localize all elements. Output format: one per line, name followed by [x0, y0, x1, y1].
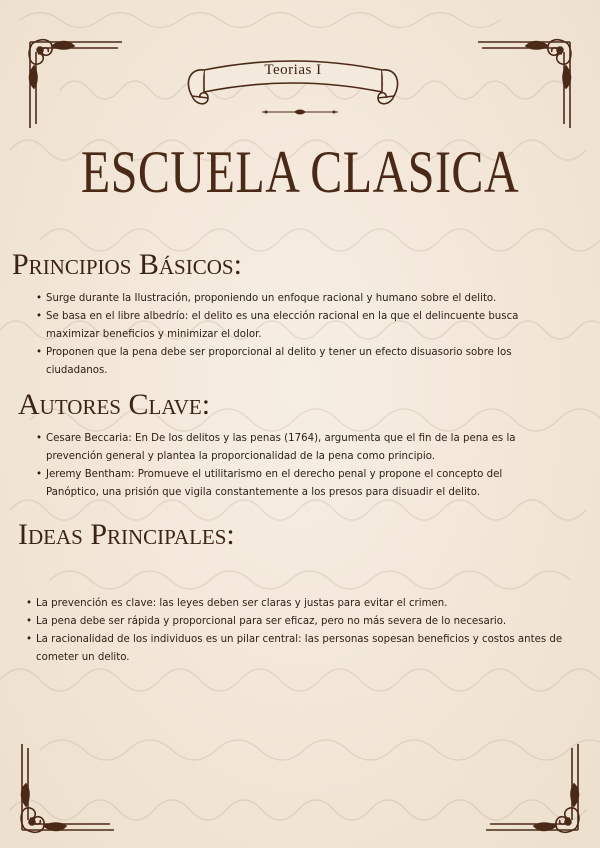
principles-list: [36, 290, 556, 380]
list-item: • Cesare Beccaria: En De los delitos y las penas (1764), argumenta que el fin de la pena es la prevención general y plantea la proporcionalidad de la pena como principio.: [36, 430, 536, 466]
ideas-list: [26, 595, 566, 667]
divider-ornament-icon: [262, 107, 338, 117]
corner-flourish-icon: [472, 28, 582, 132]
corner-flourish-icon: [480, 740, 590, 844]
page-title: ESCUELA CLASICA: [80, 139, 520, 206]
ribbon-label: Teorias I: [264, 62, 322, 78]
list-item: • La prevención es clave: las leyes deben ser claras y justas para evitar el crimen.: [26, 595, 566, 613]
list-item: • Se basa en el libre albedrío: el delito es una elección racional en la que el delincuente busca maximizar beneficios y minimizar el dolor.: [36, 308, 556, 344]
list-item: • La pena debe ser rápida y proporcional para ser eficaz, pero no más severa de lo necesario.: [26, 613, 566, 631]
authors-list: [36, 430, 536, 502]
section-heading: Principios Básicos:: [12, 248, 242, 281]
section-heading: Ideas Principales:: [18, 518, 235, 551]
list-item: • Jeremy Bentham: Promueve el utilitarismo en el derecho penal y propone el concepto del Panóptico, una prisión que vigila constantemente a los presos para disuadir el delito.: [36, 466, 536, 502]
corner-flourish-icon: [18, 28, 128, 132]
corner-flourish-icon: [10, 740, 120, 844]
list-item: • La racionalidad de los individuos es un pilar central: las personas sopesan beneficios y costos antes de cometer un delito.: [26, 631, 566, 667]
section-heading: Autores Clave:: [18, 388, 211, 421]
list-item: • Surge durante la Ilustración, proponiendo un enfoque racional y humano sobre el delito.: [36, 290, 556, 308]
list-item: • Proponen que la pena debe ser proporcional al delito y tener un efecto disuasorio sobre los ciudadanos.: [36, 344, 556, 380]
